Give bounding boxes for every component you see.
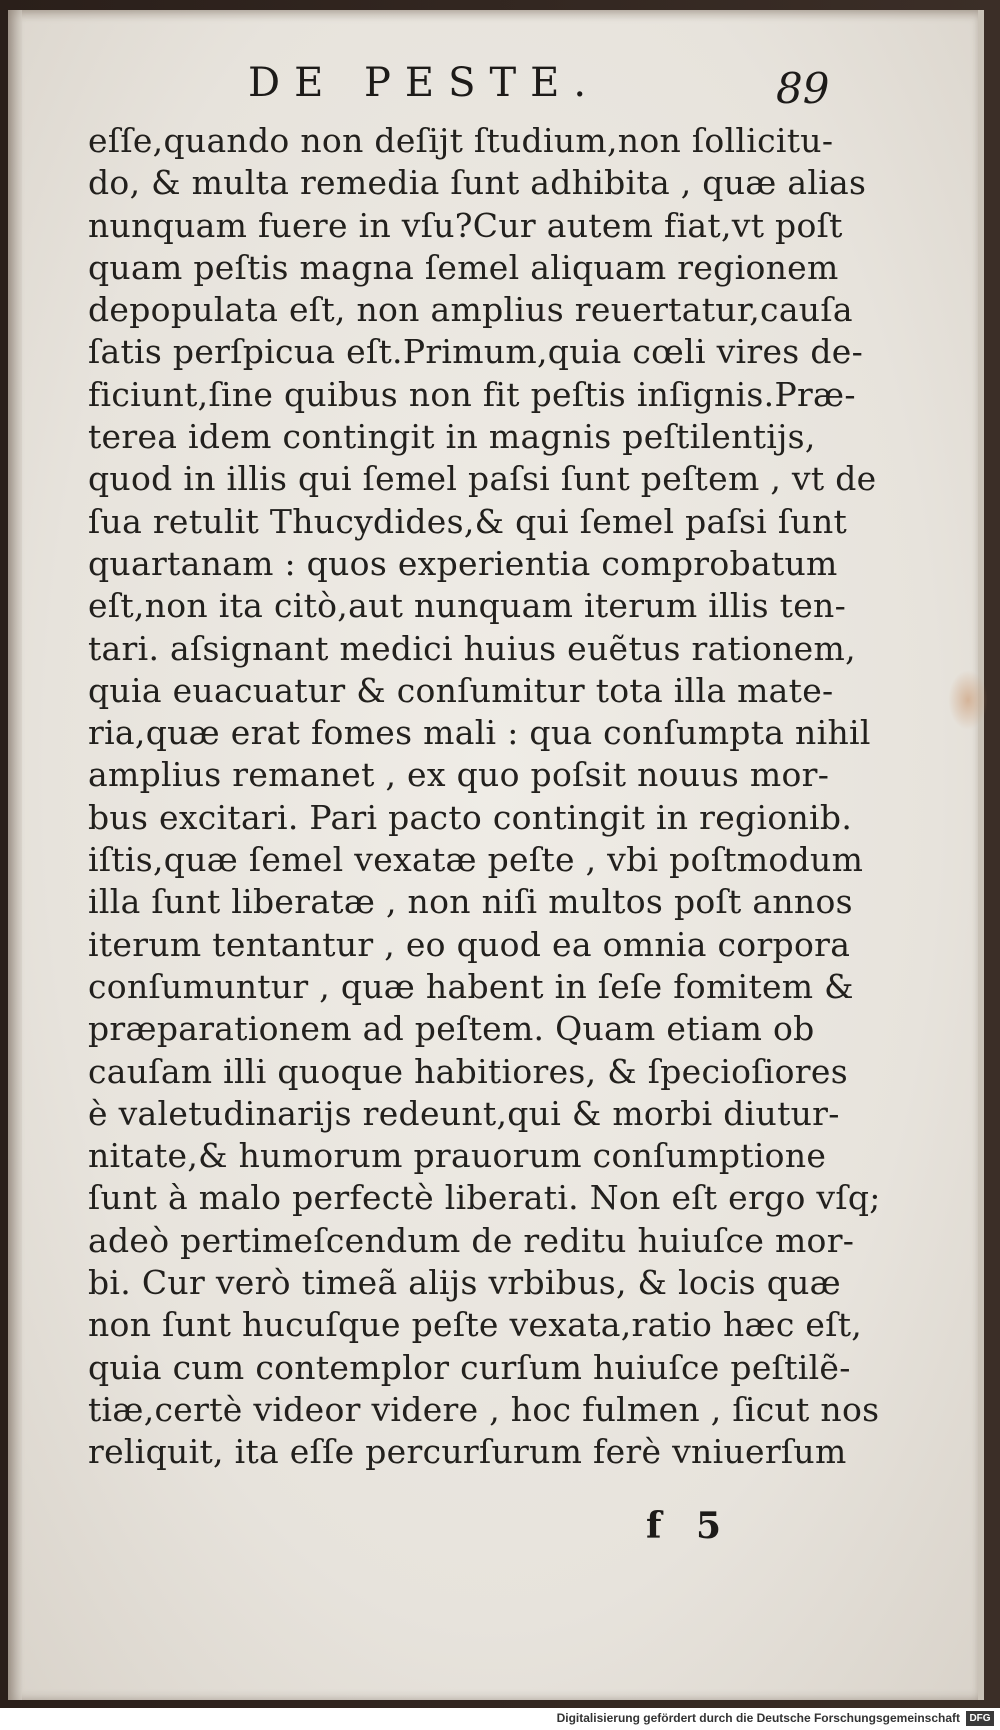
text-line: ſunt à malo perfectè liberati. Non eſt ergo vſq; <box>88 1178 881 1218</box>
text-line: do, & multa remedia ſunt adhibita , quæ alias <box>88 163 867 203</box>
text-line: ria,quæ erat fomes mali : qua conſumpta nihil <box>88 713 871 753</box>
text-line: quia cum contemplor curſum huiuſce peſtilẽ- <box>88 1347 851 1387</box>
text-line: nunquam fuere in vſu?Cur autem fiat,vt poſt <box>88 205 843 245</box>
text-line: iterum tentantur , eo quod ea omnia corpora <box>88 924 851 964</box>
text-line: ſua retulit Thucydides,& qui ſemel paſsi ſunt <box>88 501 848 541</box>
funding-credit: Digitalisierung gefördert durch die Deutsche Forschungsgemeinschaft <box>556 1711 960 1725</box>
text-line: cauſam illi quoque habitiores, & ſpecioſiores <box>88 1051 848 1091</box>
running-head: DE PESTE. <box>248 60 601 106</box>
page-gutter-shadow <box>8 10 22 1700</box>
text-line: depopulata eſt, non amplius reuertatur,cauſa <box>88 290 853 330</box>
text-line: è valetudinarijs redeunt,qui & morbi diutur- <box>88 1093 840 1133</box>
text-line: nitate,& humorum prauorum conſumptione <box>88 1136 827 1176</box>
text-line: bus excitari. Pari pacto contingit in regionib. <box>88 797 853 837</box>
body-text <box>88 120 881 1474</box>
text-line: tiæ,certè videor videre , hoc fulmen , ſicut nos <box>88 1389 880 1429</box>
text-line: ficiunt,ſine quibus non fit peſtis inſignis.Præ- <box>88 374 856 414</box>
text-line: eſt,non ita citò,aut nunquam iterum illis ten- <box>88 586 847 626</box>
text-line: amplius remanet , ex quo poſsit nouus mor- <box>88 755 830 795</box>
signature-mark: f 5 <box>646 1505 722 1547</box>
footer-bar <box>0 1708 1000 1730</box>
text-line: quam peſtis magna ſemel aliquam regionem <box>88 247 839 287</box>
text-line: conſumuntur , quæ habent in ſeſe fomitem & <box>88 966 854 1006</box>
paper-stain <box>948 670 988 730</box>
text-line: reliquit, ita eſſe percurſurum ferè vniuerſum <box>88 1432 847 1472</box>
book-page <box>8 10 984 1700</box>
text-line: iſtis,quæ ſemel vexatæ peſte , vbi poſtmodum <box>88 840 864 880</box>
dfg-logo: DFG <box>966 1711 994 1726</box>
text-line: bi. Cur verò timeã alijs vrbibus, & locis quæ <box>88 1263 842 1303</box>
text-line: tari. aſsignant medici huius euẽtus rationem, <box>88 628 856 668</box>
text-line: illa ſunt liberatæ , non niſi multos poſt annos <box>88 882 853 922</box>
text-line: adeò pertimeſcendum de reditu huiuſce mor- <box>88 1220 855 1260</box>
text-line: præparationem ad peſtem. Quam etiam ob <box>88 1009 815 1049</box>
text-line: eſſe,quando non deſijt ſtudium,non ſollicitu- <box>88 121 834 160</box>
text-line: quartanam : quos experientia comprobatum <box>88 543 838 583</box>
text-line: terea idem contingit in magnis peſtilentijs, <box>88 417 816 457</box>
text-line: quia euacuatur & conſumitur tota illa mate- <box>88 670 834 710</box>
text-line: ſatis perſpicua eſt.Primum,quia cœli vires de- <box>88 332 864 372</box>
text-line: quod in illis qui ſemel paſsi ſunt peſtem , vt de <box>88 459 877 499</box>
page-number: 89 <box>776 64 830 113</box>
text-line: non ſunt hucuſque peſte vexata,ratio hæc eſt, <box>88 1305 863 1345</box>
